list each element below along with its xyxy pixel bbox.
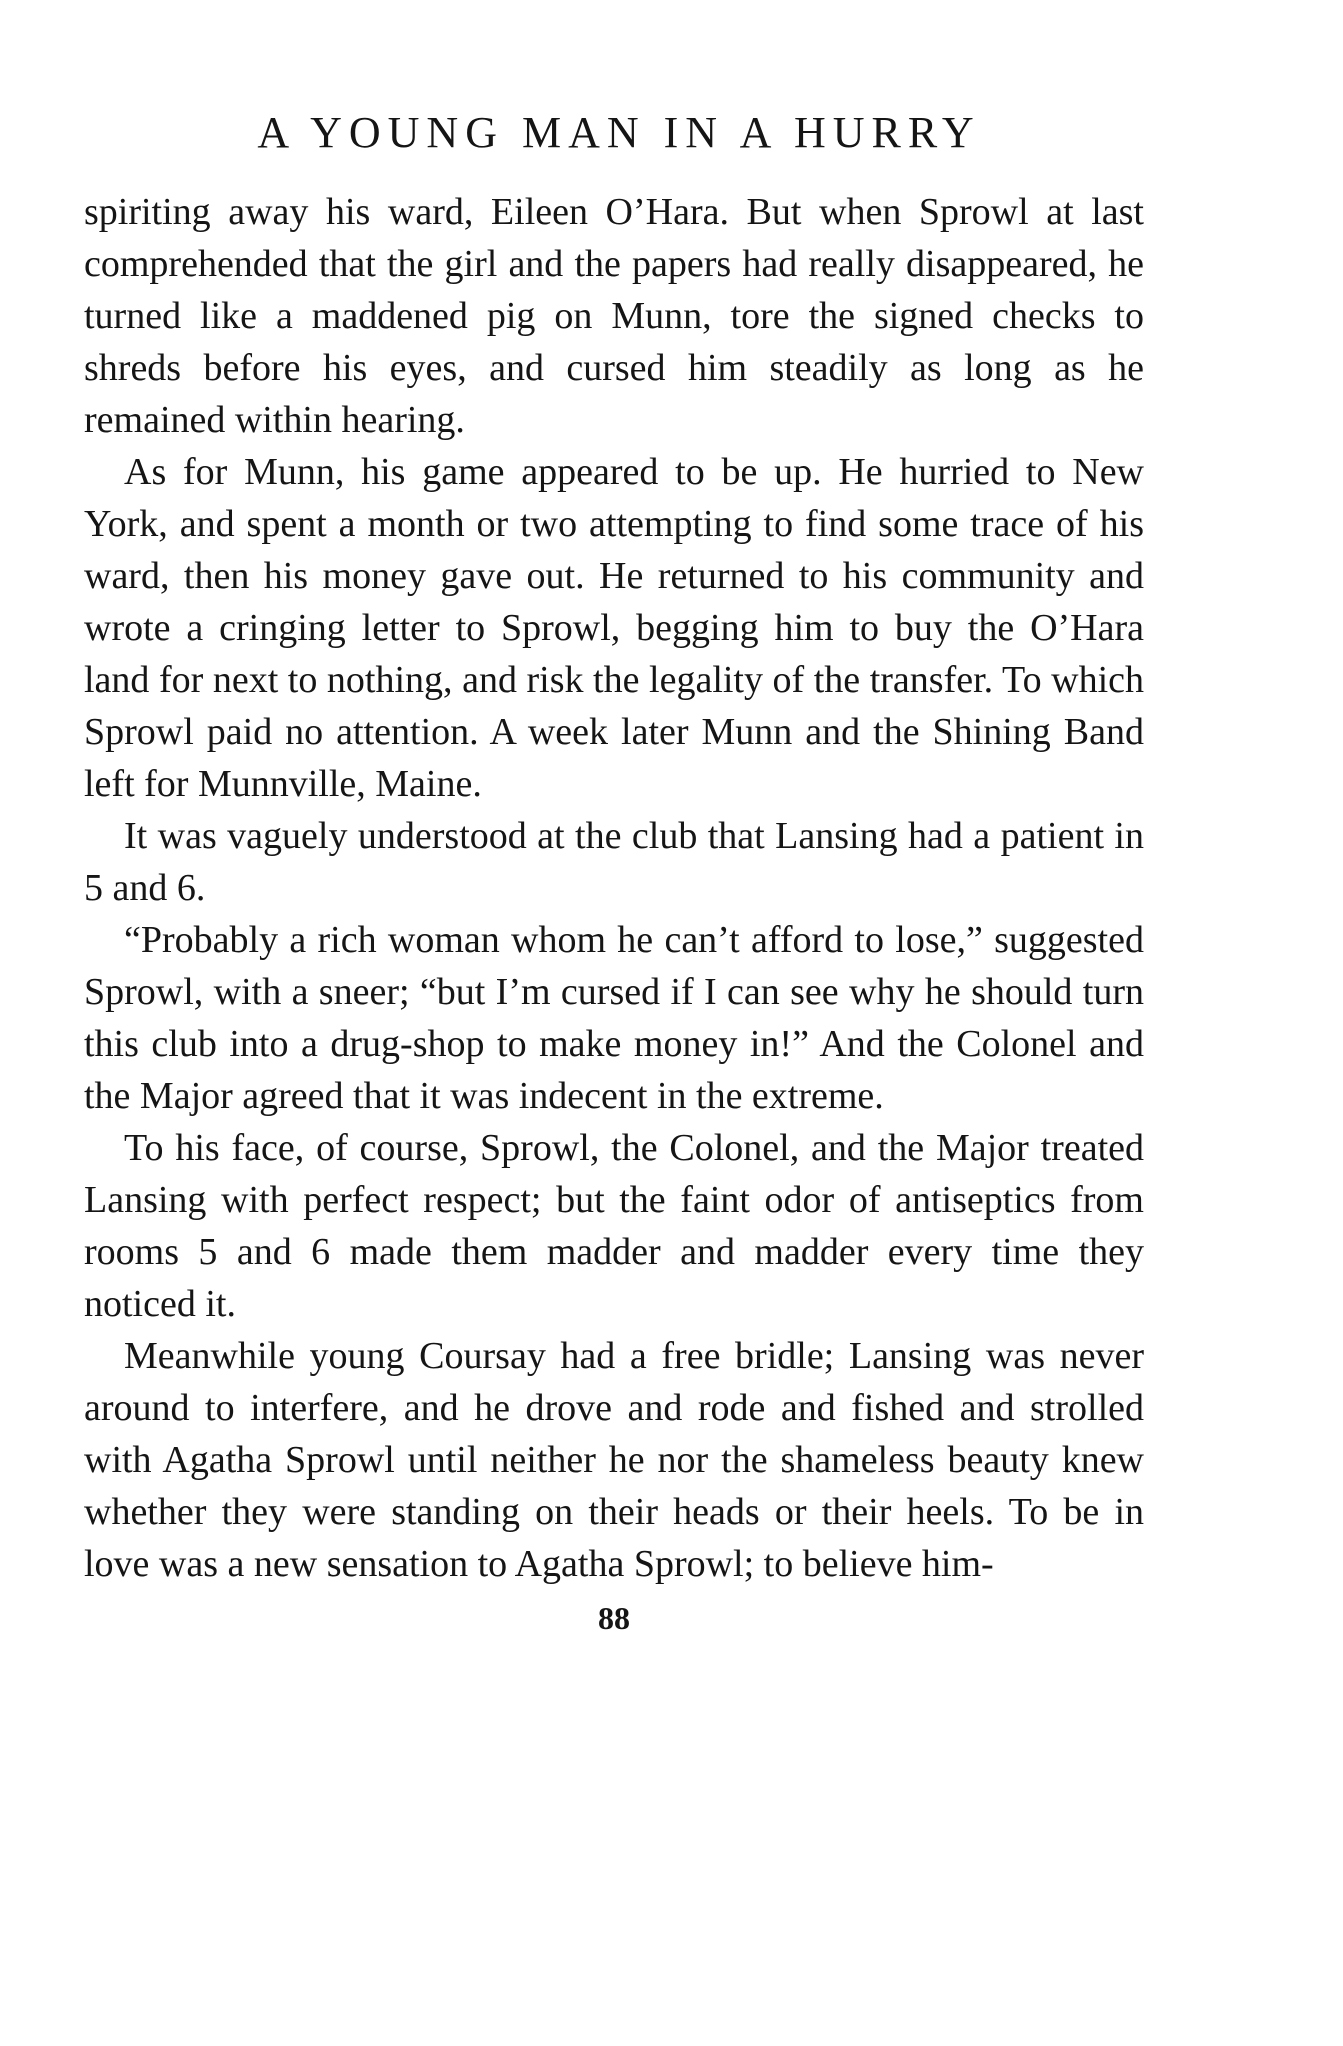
paragraph-3: It was vaguely understood at the club that Lansing had a patient in 5 and 6. xyxy=(84,815,1144,909)
paragraph-6: Meanwhile young Coursay had a free bridle; Lansing was never around to interfere, and he drove and rode and fished and strolled with Agatha Sprowl until neither he nor the shameless beauty knew whether they were standing on their heads or their heels. To be in love was a new sensation to Agatha Sprowl; to believe him- xyxy=(84,1335,1144,1585)
paragraph-2: As for Munn, his game appeared to be up. He hurried to New York, and spent a month or two attempting to find some trace of his ward, then his money gave out. He returned to his community and wrote a cringing letter to Sprowl, begging him to buy the O’Hara land for next to nothing, and risk the legality of the transfer. To which Sprowl paid no attention. A week later Munn and the Shining Band left for Munnville, Maine. xyxy=(84,451,1144,805)
paragraph-5: To his face, of course, Sprowl, the Colonel, and the Major treated Lansing with perfect respect; but the faint odor of antiseptics from rooms 5 and 6 made them madder and madder every time they noticed it. xyxy=(84,1127,1144,1325)
paragraph-1: spiriting away his ward, Eileen O’Hara. But when Sprowl at last comprehended that the girl and the papers had really disappeared, he turned like a maddened pig on Munn, tore the signed checks to shreds before his eyes, and cursed him steadily as long as he remained within hearing. xyxy=(84,191,1144,441)
running-head: A YOUNG MAN IN A HURRY xyxy=(257,108,981,157)
page-number: 88 xyxy=(598,1600,630,1636)
paragraph-4: “Probably a rich woman whom he can’t afford to lose,” suggested Sprowl, with a sneer; “but I’m cursed if I can see why he should turn this club into a drug-shop to make money in!” And the Colonel and the Major agreed that it was indecent in the extreme. xyxy=(84,919,1144,1117)
body-text xyxy=(84,186,1144,1590)
book-page xyxy=(84,108,1144,1640)
